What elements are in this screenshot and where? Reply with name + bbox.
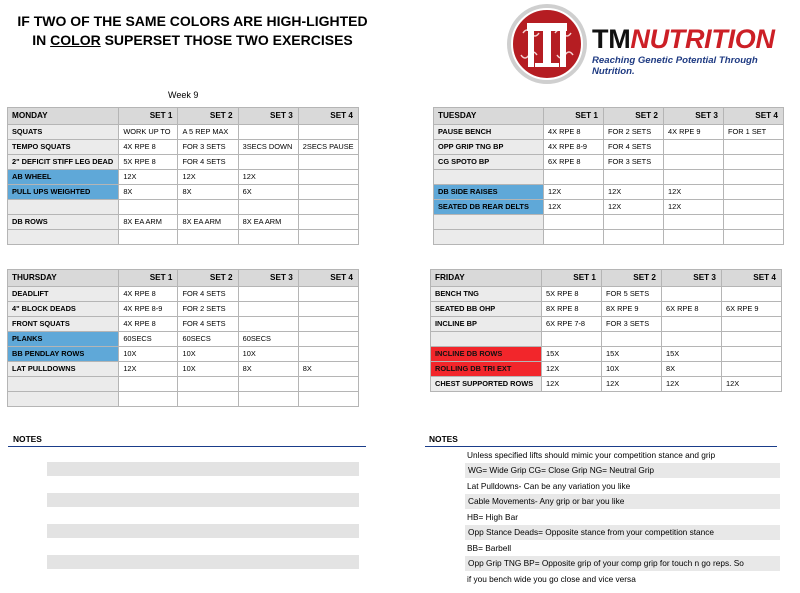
set-cell [298, 230, 358, 245]
set-cell: 15X [662, 347, 722, 362]
set-cell [722, 287, 782, 302]
exercise-row [8, 155, 359, 170]
exercise-name [8, 200, 119, 215]
set-cell: 6X RPE 8 [662, 302, 722, 317]
exercise-name [8, 230, 119, 245]
exercise-row [434, 215, 784, 230]
exercise-name: LAT PULLDOWNS [8, 362, 119, 377]
set-header: SET 4 [298, 108, 358, 125]
week-label: Week 9 [168, 90, 199, 100]
exercise-name: AB WHEEL [8, 170, 119, 185]
exercise-row [434, 140, 784, 155]
exercise-row [434, 185, 784, 200]
exercise-row [431, 377, 782, 392]
note-item: Opp Stance Deads= Opposite stance from your competition stance [465, 525, 780, 540]
set-cell [119, 200, 178, 215]
set-cell [298, 302, 358, 317]
line2-underlined-word: COLOR [50, 32, 101, 48]
set-cell: FOR 1 SET [724, 125, 784, 140]
exercise-row [8, 125, 359, 140]
exercise-name [431, 332, 542, 347]
set-cell: FOR 4 SETS [178, 155, 238, 170]
exercise-name: 2" DEFICIT STIFF LEG DEAD [8, 155, 119, 170]
notes-right-rule [425, 446, 777, 447]
exercise-row [434, 170, 784, 185]
set-cell: FOR 4 SETS [604, 140, 664, 155]
note-item: Cable Movements- Any grip or bar you like [465, 494, 780, 509]
set-cell [724, 170, 784, 185]
friday-header-row [431, 270, 782, 287]
exercise-name: PLANKS [8, 332, 119, 347]
exercise-name: CHEST SUPPORTED ROWS [431, 377, 542, 392]
set-cell [544, 170, 604, 185]
set-cell: 12X [238, 170, 298, 185]
exercise-name: BENCH TNG [431, 287, 542, 302]
day-title: FRIDAY [431, 270, 542, 287]
exercise-name: SEATED DB REAR DELTS [434, 200, 544, 215]
set-cell: 3SECS DOWN [238, 140, 298, 155]
set-cell: 12X [604, 200, 664, 215]
set-cell [178, 200, 238, 215]
set-header: SET 3 [664, 108, 724, 125]
set-cell: 10X [178, 362, 238, 377]
exercise-row [8, 302, 359, 317]
set-cell: 8X RPE 9 [602, 302, 662, 317]
superset-instruction [0, 12, 385, 50]
set-cell: FOR 3 SETS [602, 317, 662, 332]
set-cell [178, 230, 238, 245]
exercise-row [8, 140, 359, 155]
exercise-row [8, 287, 359, 302]
set-cell [119, 392, 178, 407]
line2-suffix: SUPERSET THOSE TWO EXERCISES [100, 32, 353, 48]
set-cell: 12X [119, 362, 178, 377]
note-item: Opp Grip TNG BP= Opposite grip of your comp grip for touch n go reps. So [465, 556, 780, 571]
set-header: SET 1 [544, 108, 604, 125]
exercise-name: 4" BLOCK DEADS [8, 302, 119, 317]
set-cell [178, 392, 238, 407]
exercise-row [8, 332, 359, 347]
set-cell [298, 215, 358, 230]
set-cell [724, 200, 784, 215]
set-cell: 60SECS [119, 332, 178, 347]
exercise-name [434, 230, 544, 245]
exercise-name: ROLLING DB TRI EXT [431, 362, 542, 377]
set-cell [238, 200, 298, 215]
set-cell: 12X [119, 170, 178, 185]
set-cell [544, 230, 604, 245]
set-header: SET 1 [119, 270, 178, 287]
exercise-row [431, 332, 782, 347]
set-header: SET 2 [178, 270, 238, 287]
set-cell [298, 185, 358, 200]
set-cell [238, 317, 298, 332]
set-cell [662, 332, 722, 347]
exercise-row [8, 347, 359, 362]
set-cell [119, 377, 178, 392]
exercise-row [8, 362, 359, 377]
set-cell: FOR 3 SETS [178, 140, 238, 155]
exercise-row [431, 347, 782, 362]
notes-right-title: NOTES [429, 434, 458, 444]
exercise-row [434, 230, 784, 245]
set-cell [604, 170, 664, 185]
set-cell: 8X EA ARM [178, 215, 238, 230]
set-header: SET 2 [602, 270, 662, 287]
set-cell [238, 302, 298, 317]
set-cell [722, 362, 782, 377]
set-cell: 60SECS [178, 332, 238, 347]
set-cell [662, 287, 722, 302]
set-cell: FOR 4 SETS [178, 287, 238, 302]
set-cell [604, 215, 664, 230]
exercise-name: DEADLIFT [8, 287, 119, 302]
set-cell [178, 377, 238, 392]
set-cell [238, 230, 298, 245]
set-header: SET 3 [238, 270, 298, 287]
set-cell [662, 317, 722, 332]
set-cell [238, 392, 298, 407]
set-cell: A 5 REP MAX [178, 125, 238, 140]
set-cell: 6X RPE 8 [544, 155, 604, 170]
set-cell: 4X RPE 8 [544, 125, 604, 140]
set-cell [298, 347, 358, 362]
set-cell [238, 125, 298, 140]
day-title: TUESDAY [434, 108, 544, 125]
exercise-row [8, 377, 359, 392]
set-cell: 8X [119, 185, 178, 200]
exercise-row [431, 362, 782, 377]
set-cell [544, 215, 604, 230]
set-cell [542, 332, 602, 347]
set-cell: 5X RPE 8 [542, 287, 602, 302]
exercise-name [8, 392, 119, 407]
note-item: BB= Barbell [467, 543, 512, 553]
exercise-name [8, 377, 119, 392]
set-header: SET 3 [238, 108, 298, 125]
exercise-name: DB ROWS [8, 215, 119, 230]
exercise-row [8, 317, 359, 332]
set-cell: 4X RPE 9 [664, 125, 724, 140]
exercise-row [8, 185, 359, 200]
exercise-name [434, 170, 544, 185]
day-title: THURSDAY [8, 270, 119, 287]
brand-tagline: Reaching Genetic Potential Through Nutrition. [592, 55, 758, 77]
set-cell [238, 287, 298, 302]
exercise-row [8, 170, 359, 185]
set-cell: 2SECS PAUSE [298, 140, 358, 155]
set-cell [298, 287, 358, 302]
set-header: SET 3 [662, 270, 722, 287]
set-cell [298, 392, 358, 407]
line2-prefix: IN [32, 32, 51, 48]
exercise-name: SQUATS [8, 125, 119, 140]
exercise-row [8, 392, 359, 407]
set-header: SET 4 [722, 270, 782, 287]
set-cell: 12X [604, 185, 664, 200]
set-cell: 12X [664, 185, 724, 200]
exercise-name: BB PENDLAY ROWS [8, 347, 119, 362]
set-cell [664, 140, 724, 155]
set-cell: FOR 2 SETS [604, 125, 664, 140]
set-cell: 12X [542, 362, 602, 377]
set-cell: 8X EA ARM [238, 215, 298, 230]
monday-header-row [8, 108, 359, 125]
set-header: SET 4 [298, 270, 358, 287]
set-cell [602, 332, 662, 347]
instruction-line-2 [0, 31, 385, 50]
set-cell: 4X RPE 8 [119, 287, 178, 302]
set-cell: 5X RPE 8 [119, 155, 178, 170]
set-cell [298, 377, 358, 392]
exercise-row [8, 215, 359, 230]
set-cell: 4X RPE 8-9 [544, 140, 604, 155]
set-header: SET 2 [604, 108, 664, 125]
set-cell: 6X RPE 9 [722, 302, 782, 317]
note-item: if you bench wide you go close and vice versa [467, 574, 636, 584]
set-cell: FOR 2 SETS [178, 302, 238, 317]
set-cell [724, 155, 784, 170]
set-cell: FOR 4 SETS [178, 317, 238, 332]
set-cell: 12X [544, 200, 604, 215]
set-cell: 15X [542, 347, 602, 362]
set-cell: 10X [119, 347, 178, 362]
exercise-row [434, 125, 784, 140]
set-cell: 10X [178, 347, 238, 362]
set-cell: 8X EA ARM [119, 215, 178, 230]
set-cell [298, 200, 358, 215]
set-cell: 8X [298, 362, 358, 377]
set-cell: 6X RPE 7-8 [542, 317, 602, 332]
set-cell: 8X [178, 185, 238, 200]
set-header: SET 1 [542, 270, 602, 287]
note-item: Unless specified lifts should mimic your competition stance and grip [467, 450, 716, 460]
set-cell [298, 332, 358, 347]
set-cell [664, 155, 724, 170]
exercise-name: FRONT SQUATS [8, 317, 119, 332]
thursday-table [7, 269, 359, 407]
set-cell: 8X [662, 362, 722, 377]
day-title: MONDAY [8, 108, 119, 125]
set-cell [724, 140, 784, 155]
set-cell [664, 215, 724, 230]
set-cell: 10X [602, 362, 662, 377]
thursday-header-row [8, 270, 359, 287]
set-cell [298, 317, 358, 332]
set-cell [298, 155, 358, 170]
set-cell: FOR 5 SETS [602, 287, 662, 302]
notes-left-title: NOTES [13, 434, 42, 444]
set-cell: 12X [178, 170, 238, 185]
exercise-row [431, 302, 782, 317]
note-line-field[interactable] [47, 524, 359, 538]
set-cell [664, 170, 724, 185]
note-line-field[interactable] [47, 462, 359, 476]
tuesday-table [433, 107, 784, 245]
set-cell [724, 230, 784, 245]
exercise-name [434, 215, 544, 230]
notes-left-rule [8, 446, 366, 447]
set-cell [238, 155, 298, 170]
set-cell: 4X RPE 8 [119, 317, 178, 332]
set-cell: WORK UP TO [119, 125, 178, 140]
exercise-name: PULL UPS WEIGHTED [8, 185, 119, 200]
exercise-row [431, 287, 782, 302]
set-cell: 12X [664, 200, 724, 215]
set-cell: 12X [542, 377, 602, 392]
brand-nutrition: NUTRITION [630, 24, 775, 54]
set-cell [724, 215, 784, 230]
set-cell: 10X [238, 347, 298, 362]
set-header: SET 2 [178, 108, 238, 125]
set-cell [298, 170, 358, 185]
set-cell: FOR 3 SETS [604, 155, 664, 170]
exercise-row [431, 317, 782, 332]
set-cell: 12X [662, 377, 722, 392]
set-cell: 12X [544, 185, 604, 200]
set-cell: 6X [238, 185, 298, 200]
set-cell: 12X [722, 377, 782, 392]
tm-emblem-icon [506, 3, 588, 85]
set-cell [722, 347, 782, 362]
exercise-name: DB SIDE RAISES [434, 185, 544, 200]
exercise-row [8, 230, 359, 245]
exercise-row [434, 200, 784, 215]
exercise-name: INCLINE DB ROWS [431, 347, 542, 362]
brand-name [592, 24, 775, 54]
set-cell [664, 230, 724, 245]
set-cell [298, 125, 358, 140]
set-cell [724, 185, 784, 200]
set-cell [722, 332, 782, 347]
set-cell: 8X [238, 362, 298, 377]
set-header: SET 1 [119, 108, 178, 125]
brand-tm: TM [592, 24, 631, 54]
set-header: SET 4 [724, 108, 784, 125]
set-cell [604, 230, 664, 245]
tuesday-header-row [434, 108, 784, 125]
monday-table [7, 107, 359, 245]
exercise-name: CG SPOTO BP [434, 155, 544, 170]
note-line-field[interactable] [47, 555, 359, 569]
set-cell [722, 317, 782, 332]
set-cell: 4X RPE 8 [119, 140, 178, 155]
set-cell: 8X RPE 8 [542, 302, 602, 317]
exercise-name: SEATED BB OHP [431, 302, 542, 317]
set-cell [119, 230, 178, 245]
set-cell: 4X RPE 8-9 [119, 302, 178, 317]
set-cell: 60SECS [238, 332, 298, 347]
note-item: HB= High Bar [467, 512, 518, 522]
note-item: Lat Pulldowns- Can be any variation you like [467, 481, 631, 491]
exercise-name: TEMPO SQUATS [8, 140, 119, 155]
friday-table [430, 269, 782, 392]
exercise-name: PAUSE BENCH [434, 125, 544, 140]
note-item: WG= Wide Grip CG= Close Grip NG= Neutral Grip [465, 463, 780, 478]
instruction-line-1: IF TWO OF THE SAME COLORS ARE HIGH-LIGHTED [17, 13, 368, 29]
exercise-name: INCLINE BP [431, 317, 542, 332]
set-cell: 12X [602, 377, 662, 392]
exercise-row [8, 200, 359, 215]
exercise-row [434, 155, 784, 170]
note-line-field[interactable] [47, 493, 359, 507]
set-cell: 15X [602, 347, 662, 362]
set-cell [238, 377, 298, 392]
exercise-name: OPP GRIP TNG BP [434, 140, 544, 155]
